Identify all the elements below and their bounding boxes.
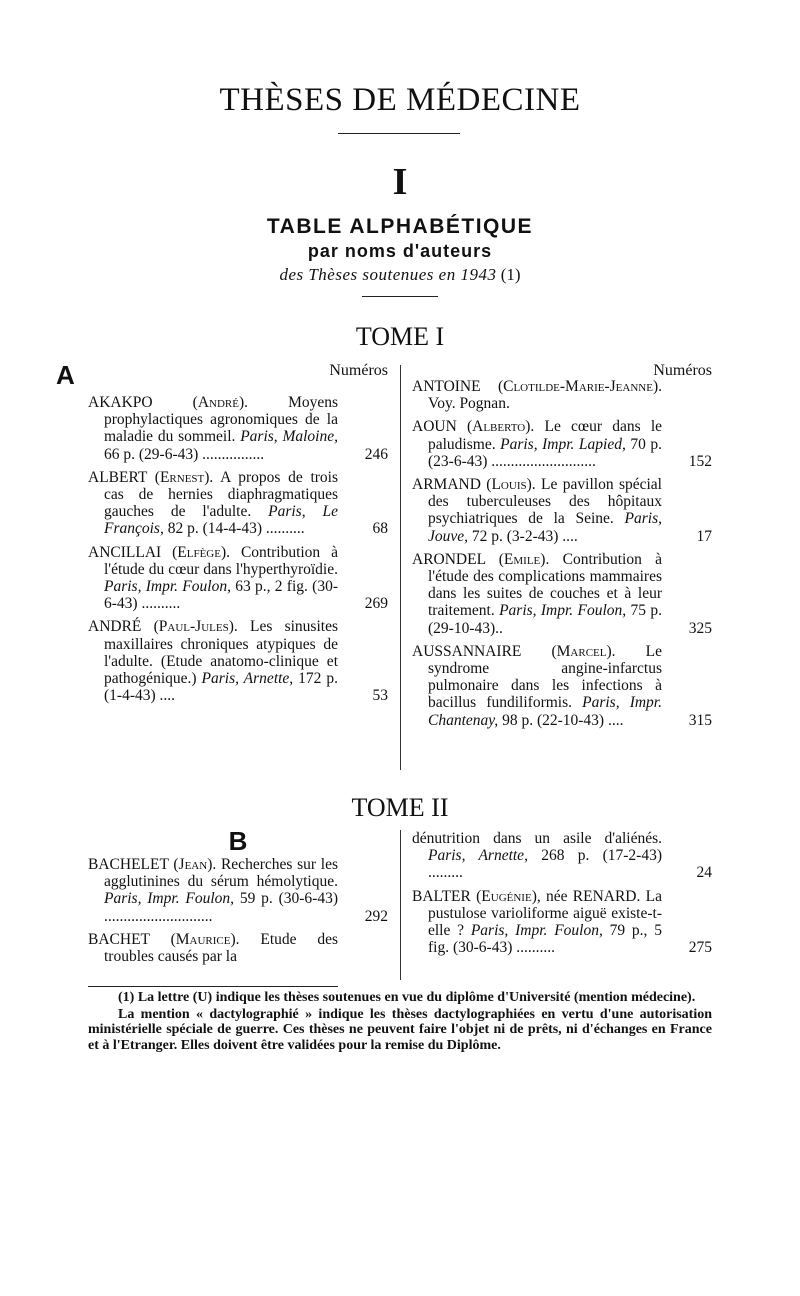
column-header-left: [56, 360, 388, 390]
publisher: Paris, Impr. Foulon,: [470, 922, 603, 940]
author-name: BALTER: [412, 887, 471, 905]
author-given-name: (Ernest).: [154, 468, 214, 486]
thesis-title: Le pavillon spécial des tuberculeuses des hôpitaux psychiatriques de la Seine.: [428, 476, 662, 528]
author-given-name: (Emile).: [498, 550, 550, 568]
tome-1-right-column: [412, 362, 712, 735]
entry-list: [412, 378, 712, 729]
entry-text: [412, 830, 712, 882]
author-name: BACHELET: [88, 856, 169, 873]
pages-date: 75 p. (29-10-43)..: [428, 602, 663, 637]
list-item: [88, 618, 388, 704]
pages-date: 72 p. (3-2-43) ....: [471, 527, 578, 545]
list-item: [412, 476, 712, 545]
thesis-title: Le syndrome angine-infarctus pulmonaire dans les infections à bacillus fundiliformis.: [428, 642, 662, 712]
entry-text: [88, 931, 388, 965]
author-given-name: (Alberto).: [466, 418, 535, 436]
thesis-title: Etude des troubles causés par la: [104, 930, 339, 966]
thesis-number: 292: [364, 907, 388, 925]
pages-date: 66 p. (29-6-43) ................: [104, 445, 265, 463]
publisher: Paris, Impr. Foulon,: [104, 578, 231, 596]
list-item: [412, 830, 712, 882]
subtitle-rule: [362, 296, 438, 297]
thesis-title: Contribution à l'étude des complications mammaires dans les suites de couches et à leur traitement.: [428, 550, 662, 620]
entry-text: [88, 394, 388, 463]
entry-text: [412, 378, 712, 412]
author-given-name: (Marcel).: [551, 642, 616, 660]
tome-2-left-column: [88, 826, 388, 971]
pages-date: 59 p. (30-6-43) ............................: [104, 890, 338, 925]
section-letter-a: A: [56, 360, 75, 390]
author-name: AOUN: [412, 418, 457, 436]
thesis-number: 17: [696, 527, 712, 545]
author-name: ANTOINE: [412, 378, 481, 395]
list-item: [88, 394, 388, 463]
entry-text: [412, 888, 712, 957]
numeros-label: Numéros: [329, 362, 388, 379]
pages-date: 268 p. (17-2-43) .........: [428, 847, 663, 882]
author-name: BACHET: [88, 930, 150, 948]
entry-text: [412, 476, 712, 545]
footnote-paragraph: La mention « dactylographié » indique les thèses dactylographiées en vertu d'une autorisation ministérielle spéciale de guerre. Ces thèses ne peuvent faire l'objet ni de prêts, ni d'échanges en France et à l'Etranger. Elles doivent être validées pour la remise du Diplôme.: [88, 1006, 712, 1053]
author-given-name: (Eugénie),: [476, 887, 541, 905]
publisher: Paris, Arnette,: [428, 847, 528, 865]
list-item: [88, 544, 388, 613]
author-given-name: (Maurice).: [170, 930, 240, 948]
column-divider: [400, 830, 401, 980]
section-numeral: I: [392, 161, 408, 203]
thesis-number: 68: [372, 520, 388, 538]
thesis-title: Les sinusites maxillaires chroniques atypiques de l'adulte. (Etude anatomo-clinique et pathogénique.): [104, 618, 338, 688]
thesis-number: 53: [372, 687, 388, 705]
thesis-title: dénutrition dans un asile d'aliénés.: [412, 830, 662, 847]
thesis-number: 24: [696, 864, 712, 882]
publisher: Paris, Jouve,: [428, 510, 662, 545]
pages-date: 82 p. (14-4-43) ..........: [167, 520, 305, 538]
entry-text: [412, 418, 712, 470]
thesis-title: Le cœur dans le paludisme.: [428, 418, 663, 453]
entry-list: [88, 856, 388, 965]
author-name: AUSSANNAIRE: [412, 642, 522, 660]
entry-text: [412, 643, 712, 729]
thesis-title: A propos de trois cas de hernies diaphragmatiques gauches de l'adulte.: [104, 468, 339, 521]
pages-date: 79 p., 5 fig. (30-6-43) ..........: [428, 922, 662, 957]
footnote-rule: [88, 986, 338, 987]
title-rule: [338, 133, 460, 134]
thesis-number: 315: [688, 711, 712, 729]
table-year-text: des Thèses soutenues en 1943: [279, 265, 497, 284]
author-name: AKAKPO: [88, 394, 153, 411]
thesis-number: 152: [688, 452, 712, 470]
entry-text: [88, 469, 388, 538]
publisher: Paris, Arnette,: [201, 670, 294, 688]
thesis-number: 325: [688, 619, 712, 637]
entry-text: [412, 551, 712, 637]
tome-1-left-column: [56, 360, 388, 710]
page-title: THÈSES DE MÉDECINE: [219, 82, 581, 118]
table-year-line: [0, 265, 800, 285]
thesis-title: née RENARD. La pustulose varioliforme aiguë existe-t-elle ?: [428, 887, 662, 940]
thesis-number: 269: [364, 595, 388, 613]
entry-text: [88, 856, 388, 925]
pages-date: 172 p. (1-4-43) ....: [104, 670, 339, 705]
column-header-right: [412, 362, 712, 378]
tome-1-title: TOME I: [355, 322, 445, 351]
entry-text: [88, 618, 388, 704]
tome-2-right-column: [412, 830, 712, 962]
numeros-label: Numéros: [653, 362, 712, 379]
table-title: TABLE ALPHABÉTIQUE: [266, 215, 534, 238]
author-given-name: (Louis).: [486, 476, 536, 494]
pages-date: 63 p., 2 fig. (30-6-43) ..........: [104, 578, 338, 613]
footnote-paragraph: (1) La lettre (U) indique les thèses soutenues en vue du diplôme d'Université (mention médecine).: [118, 990, 696, 1005]
author-name: ANCILLAI: [88, 543, 162, 561]
footnotes: [88, 990, 712, 1054]
entry-list: [88, 394, 388, 704]
column-divider: [400, 365, 401, 770]
pages-date: 70 p. (23-6-43) ...........................: [428, 435, 662, 470]
thesis-number: 246: [364, 445, 388, 463]
list-item: [88, 856, 388, 925]
thesis-title: Moyens prophylactiques agronomiques de la maladie du sommeil.: [104, 394, 339, 446]
thesis-title: Recherches sur les agglutinines du sérum hémolytique.: [104, 856, 339, 891]
thesis-title: Contribution à l'étude du cœur dans l'hyperthyroïdie.: [104, 543, 338, 578]
author-name: ALBERT: [88, 468, 148, 486]
table-subtitle: par noms d'auteurs: [307, 241, 493, 261]
publisher: Paris, Le François,: [104, 503, 338, 538]
entry-list: [412, 830, 712, 956]
author-name: ARONDEL: [412, 550, 486, 568]
tome-2-title: TOME II: [351, 793, 449, 822]
publisher: Paris, Maloine,: [240, 428, 338, 446]
author-given-name: (Clotilde-Marie-Jeanne).: [497, 378, 662, 395]
author-given-name: (André).: [192, 394, 248, 411]
author-given-name: (Paul-Jules).: [153, 618, 238, 636]
list-item: [412, 888, 712, 957]
table-year-note: (1): [500, 265, 521, 284]
author-name: ANDRÉ: [88, 618, 142, 636]
publisher: Paris, Impr. Lapied,: [500, 435, 626, 453]
list-item: [412, 551, 712, 637]
author-name: ARMAND: [412, 476, 481, 494]
list-item: [412, 378, 712, 412]
publisher: Paris, Impr. Foulon,: [104, 890, 235, 908]
author-given-name: (Jean).: [173, 856, 217, 873]
column-header-left: [88, 826, 388, 854]
thesis-number: 275: [688, 939, 712, 957]
pages-date: 98 p. (22-10-43) ....: [502, 711, 624, 729]
list-item: [412, 418, 712, 470]
list-item: [412, 643, 712, 729]
entry-text: [88, 544, 388, 613]
list-item: [88, 931, 388, 965]
list-item: [88, 469, 388, 538]
section-letter-b: B: [228, 826, 248, 856]
publisher: Paris, Impr. Foulon,: [499, 602, 627, 620]
author-given-name: (Elfège).: [172, 543, 231, 561]
thesis-title: Voy. Pognan.: [428, 395, 510, 413]
publisher: Paris, Impr. Chantenay,: [428, 694, 662, 729]
